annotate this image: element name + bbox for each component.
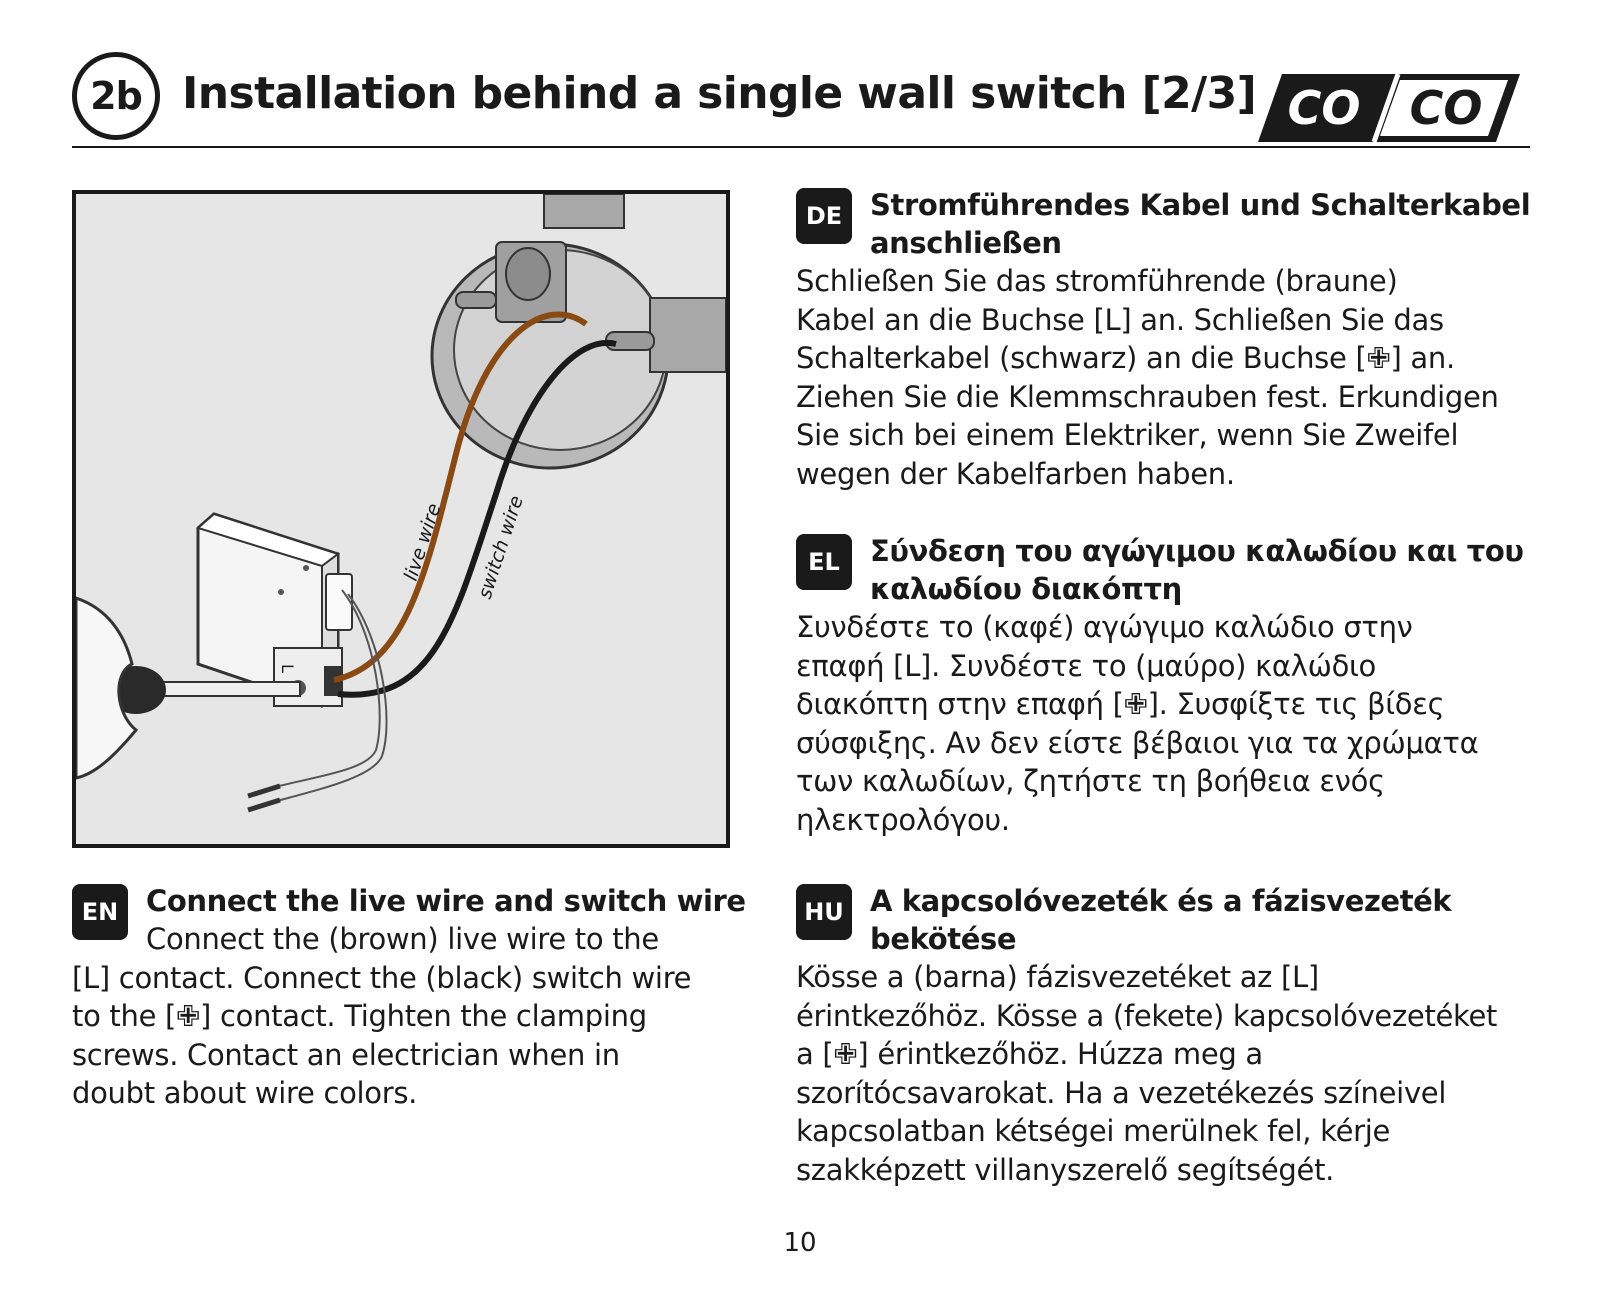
- section-de: [796, 186, 1536, 493]
- page-number: 10: [783, 1228, 817, 1258]
- language-badge-hu: HU: [796, 884, 852, 940]
- step-badge: 2b: [72, 52, 160, 140]
- terminal-label: L: [278, 664, 297, 673]
- section-el: [796, 532, 1536, 839]
- language-badge-de: DE: [796, 188, 852, 244]
- page-title: Installation behind a single wall switch [2/3]: [182, 68, 1257, 119]
- section-body: Συνδέστε το (καφέ) αγώγιμο καλώδιο στην επαφή [L]. Συνδέστε το (μαύρο) καλώδιο διακόπτη στην επαφή [✙]. Συσφίξτε τις βίδες σύσφιξης. Αν δεν είστε βέβαιοι για τα χρώματα των καλωδίων, ζητήστε τη βοήθεια ενός ηλεκτρολόγου.: [796, 610, 1479, 837]
- switch-module: [198, 514, 352, 706]
- section-body: Schließen Sie das stromführende (braune) Kabel an die Buchse [L] an. Schließen Sie das Schalterkabel (schwarz) an die Buchse [✙] an. Ziehen Sie die Klemmschrauben fest. Erkundigen Sie sich bei einem Elektriker, wenn Sie Zweifel wegen der Kabelfarben haben.: [796, 264, 1499, 491]
- wiring-diagram: [76, 194, 726, 844]
- switch-wire-label: switch wire: [473, 492, 528, 602]
- header-divider: [72, 146, 1530, 148]
- section-body: Kösse a (barna) fázisvezetéket az [L] érintkezőhöz. Kösse a (fekete) kapcsolóvezetéket a [✙] érintkezőhöz. Húzza meg a szorítócsavarokat. Ha a vezetékezés színeivel kapcsolatban kétségei merülnek fel, kérje szakképzett villanyszerelő segítségét.: [796, 960, 1498, 1187]
- svg-text:CO: CO: [1409, 81, 1483, 135]
- svg-text:CO: CO: [1287, 81, 1361, 135]
- section-heading: Connect the live wire and switch wire: [146, 884, 746, 918]
- wiring-illustration: [72, 190, 730, 848]
- language-badge-en: EN: [72, 884, 128, 940]
- section-body: Connect the (brown) live wire to the [L] contact. Connect the (black) switch wire to the [✙] contact. Tighten the clamping screws. Contact an electrician when in doubt about wire colors.: [72, 922, 692, 1110]
- section-en: [72, 882, 752, 1113]
- section-hu: [796, 882, 1536, 1189]
- section-heading: Σύνδεση του αγώγιμου καλωδίου και του καλωδίου διακόπτη: [870, 534, 1524, 606]
- wall-box: [432, 194, 726, 468]
- language-badge-el: EL: [796, 534, 852, 590]
- section-heading: Stromführendes Kabel und Schalterkabel anschließen: [870, 188, 1531, 260]
- live-wire-label: live wire: [399, 500, 446, 584]
- brand-logo: [1258, 74, 1520, 142]
- section-heading: A kapcsolóvezeték és a fázisvezeték bekötése: [870, 884, 1452, 956]
